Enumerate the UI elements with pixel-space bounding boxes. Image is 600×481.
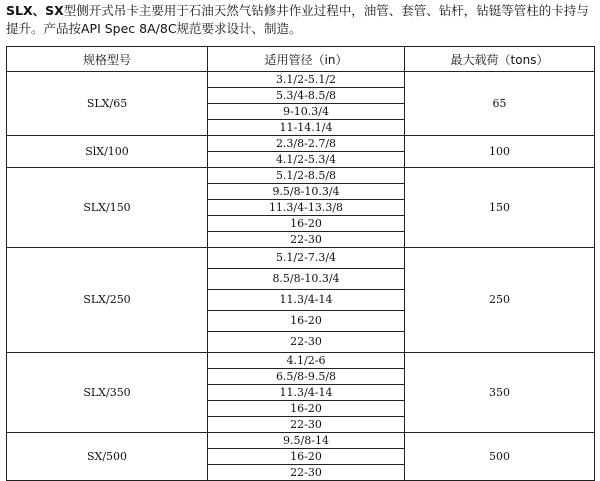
range-cell: 9.5/8-14: [208, 433, 405, 449]
range-cell: 16-20: [208, 449, 405, 465]
intro-paragraph: [6, 2, 596, 38]
load-cell: 350: [405, 353, 595, 433]
range-cell: 3.1/2-5.1/2: [208, 72, 405, 88]
range-cell: 8.5/8-10.3/4: [208, 269, 405, 290]
table-row: [7, 248, 595, 269]
range-cell: 22-30: [208, 465, 405, 481]
table-row: [7, 72, 595, 88]
range-cell: 11.3/4-14: [208, 290, 405, 311]
range-cell: 22-30: [208, 417, 405, 433]
table-row: [7, 433, 595, 449]
model-cell: SLX/250: [7, 248, 208, 353]
intro-text: 型侧开式吊卡主要用于石油天然气钻修井作业过程中，油管、套管、钻杆，钻铤等管柱的卡持与提升。产品按API Spec 8A/8C规范要求设计、制造。: [6, 3, 589, 36]
model-cell: SLX/150: [7, 168, 208, 248]
header-load: 最大载荷（tons）: [405, 47, 595, 72]
range-cell: 9.5/8-10.3/4: [208, 184, 405, 200]
header-row: [7, 47, 595, 72]
range-cell: 4.1/2-6: [208, 353, 405, 369]
load-cell: 250: [405, 248, 595, 353]
range-cell: 11.3/4-13.3/8: [208, 200, 405, 216]
model-cell: SLX/65: [7, 72, 208, 136]
range-cell: 9-10.3/4: [208, 104, 405, 120]
spec-table: [6, 46, 595, 481]
range-cell: 16-20: [208, 311, 405, 332]
range-cell: 6.5/8-9.5/8: [208, 369, 405, 385]
range-cell: 22-30: [208, 232, 405, 248]
load-cell: 65: [405, 72, 595, 136]
range-cell: 16-20: [208, 216, 405, 232]
range-cell: 4.1/2-5.3/4: [208, 152, 405, 168]
load-cell: 150: [405, 168, 595, 248]
range-cell: 22-30: [208, 332, 405, 353]
intro-lead: SLX、SX: [6, 3, 64, 18]
range-cell: 5.1/2-7.3/4: [208, 248, 405, 269]
range-cell: 11.3/4-14: [208, 385, 405, 401]
range-cell: 11-14.1/4: [208, 120, 405, 136]
header-range: 适用管径（in）: [208, 47, 405, 72]
model-cell: SLX/350: [7, 353, 208, 433]
header-model: 规格型号: [7, 47, 208, 72]
model-cell: SX/500: [7, 433, 208, 481]
range-cell: 2.3/8-2.7/8: [208, 136, 405, 152]
range-cell: 5.3/4-8.5/8: [208, 88, 405, 104]
model-cell: SlX/100: [7, 136, 208, 168]
load-cell: 500: [405, 433, 595, 481]
range-cell: 16-20: [208, 401, 405, 417]
table-row: [7, 353, 595, 369]
range-cell: 5.1/2-8.5/8: [208, 168, 405, 184]
table-row: [7, 168, 595, 184]
table-row: [7, 136, 595, 152]
load-cell: 100: [405, 136, 595, 168]
